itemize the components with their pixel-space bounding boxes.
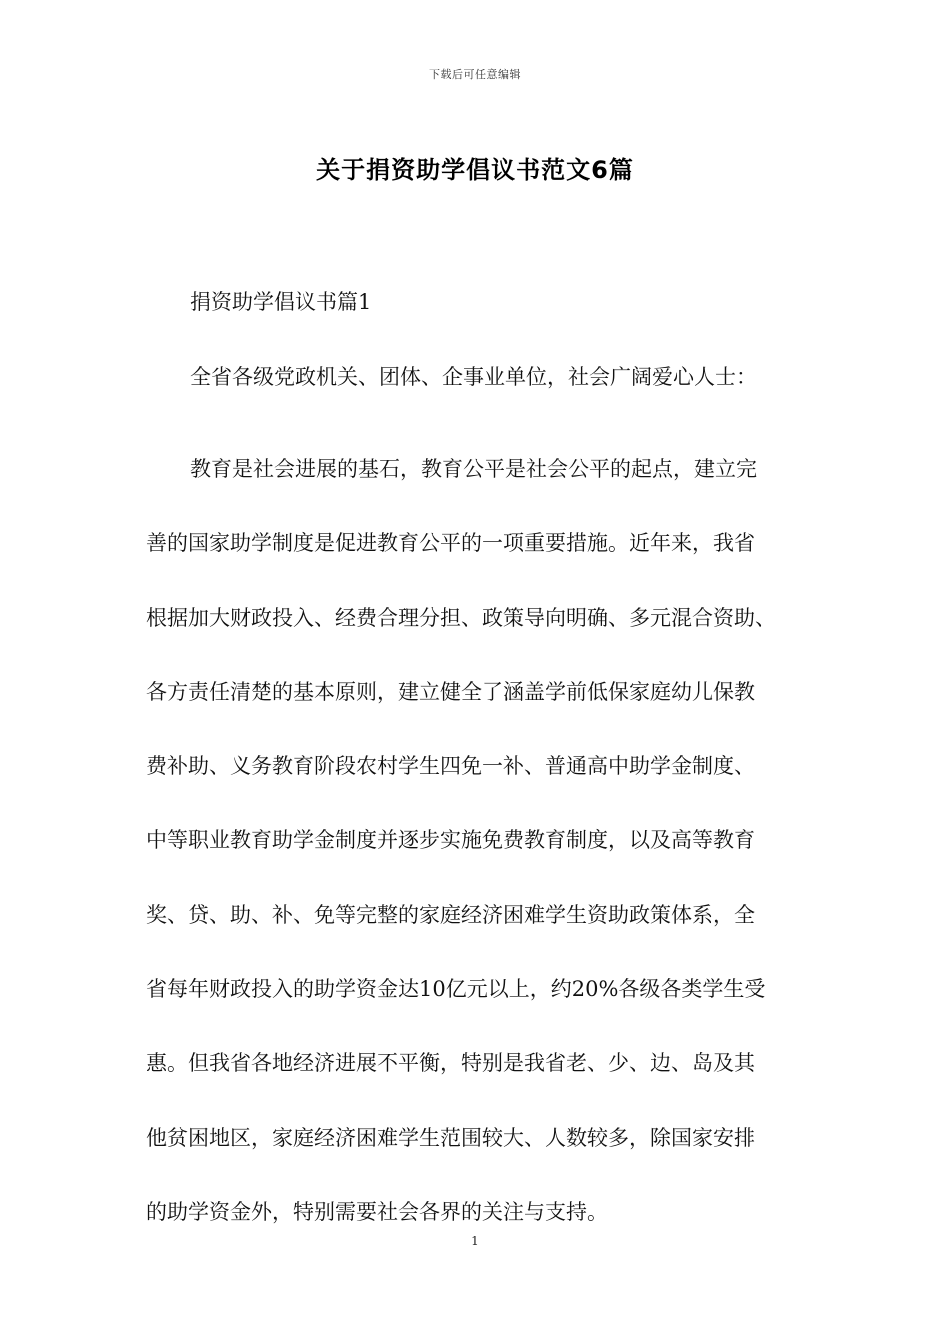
salutation: 全省各级党政机关、团体、企事业单位，社会广阔爱心人士：	[190, 365, 757, 389]
paragraph-line: 的助学资金外，特别需要社会各界的关注与支持。	[146, 1199, 608, 1224]
document-title: 关于捐资助学倡议书范文6篇	[316, 156, 634, 184]
paragraph-line: 教育是社会进展的基石，教育公平是社会公平的起点，建立完	[190, 457, 757, 481]
paragraph-line: 他贫困地区，家庭经济困难学生范围较大、人数较多，除国家安排	[146, 1125, 755, 1150]
body-paragraph	[146, 432, 808, 1249]
page-number: 1	[471, 1234, 479, 1248]
header-note: 下载后可任意编辑	[429, 68, 521, 81]
paragraph-line: 善的国家助学制度是促进教育公平的一项重要措施。近年来，我省	[146, 531, 755, 556]
paragraph-line: 根据加大财政投入、经费合理分担、政策导向明确、多元混合资助、	[146, 605, 776, 630]
paragraph-line: 省每年财政投入的助学资金达10亿元以上，约20%各级各类学生受	[146, 977, 766, 1002]
paragraph-line: 各方责任清楚的基本原则，建立健全了涵盖学前低保家庭幼儿保教	[146, 679, 755, 704]
paragraph-line: 中等职业教育助学金制度并逐步实施免费教育制度，以及高等教育	[146, 828, 755, 853]
section-heading: 捐资助学倡议书篇1	[190, 290, 372, 314]
paragraph-line: 费补助、义务教育阶段农村学生四免一补、普通高中助学金制度、	[146, 754, 755, 779]
paragraph-line: 奖、贷、助、补、免等完整的家庭经济困难学生资助政策体系，全	[146, 902, 755, 927]
paragraph-line: 惠。但我省各地经济进展不平衡，特别是我省老、少、边、岛及其	[146, 1051, 755, 1076]
